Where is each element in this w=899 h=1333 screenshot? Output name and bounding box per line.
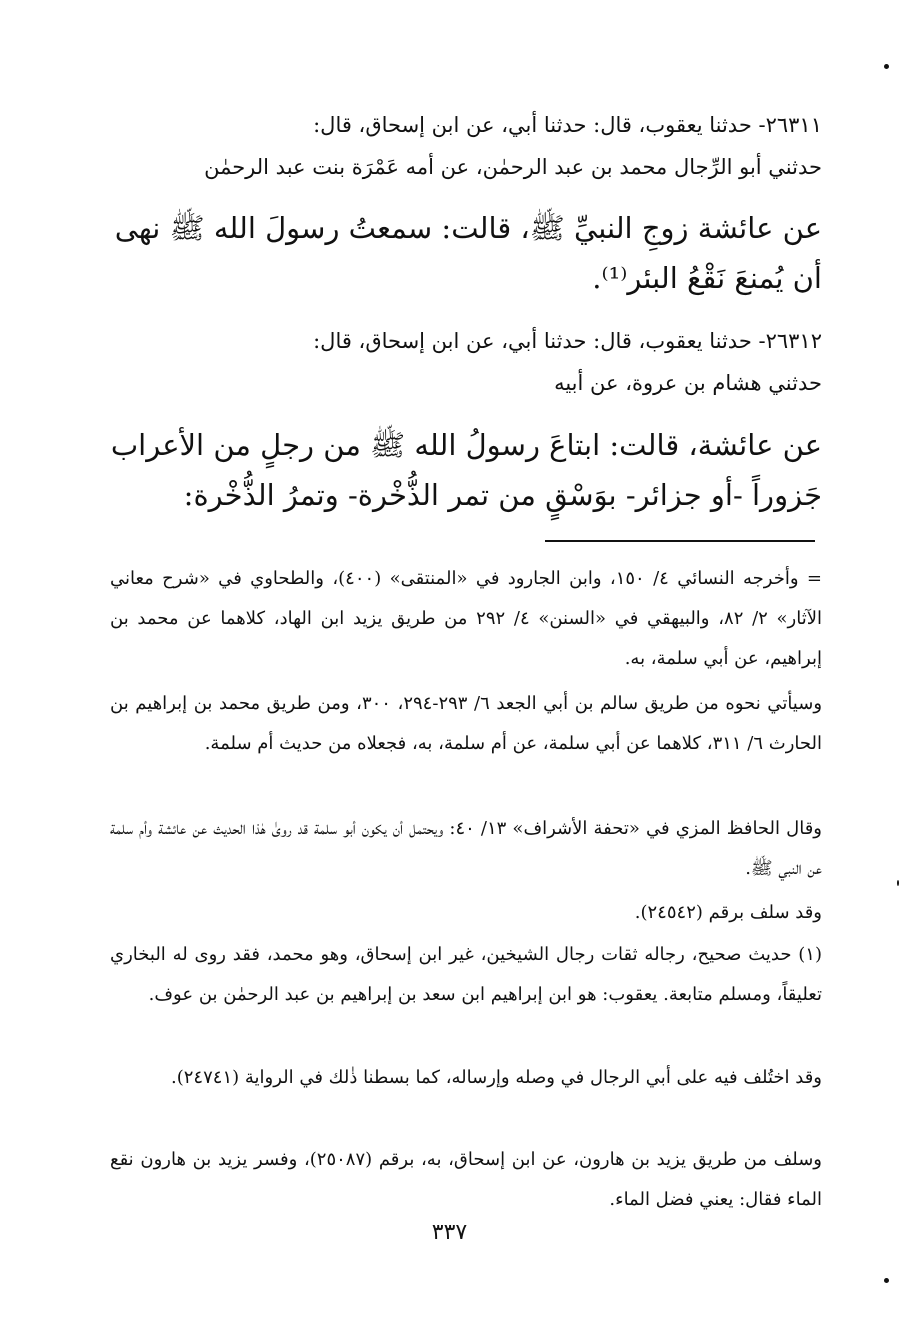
page-number: ٣٣٧ (431, 1220, 468, 1245)
footnote-paragraph: وسيأتي نحوه من طريق سالم بن أبي الجعد ٦/ ٢٩٣-٢٩٤، ٣٠٠، ومن طريق محمد بن إبراهيم بن الحارث ٦/ ٣١١، كلاهما عن أبي سلمة، عن أم سلمة، به، فجعلاه من حديث أم سلمة. (110, 693, 823, 754)
footnote-paragraph: وقد اختُلف فيه على أبي الرجال في وصله وإرساله، كما بسطنا ذٰلك في الرواية (٢٤٧٤١). (171, 1067, 822, 1088)
margin-speck (884, 64, 889, 69)
hadith-26311-isnad-line-1: ٢٦٣١١- حدثنا يعقوب، قال: حدثنا أبي، عن ابن إسحاق، قال: (313, 113, 822, 137)
hadith-26312-isnad-line-2: حدثني هشام بن عروة، عن أبيه (554, 371, 822, 395)
footnote-paragraph: وقال الحافظ المزي في «تحفة الأشراف» ١٣/ ٤٠: ويحتمل أن يكون أبو سلمة قد روىٰ هٰذا الحديث عن عائشة وأم سلمة عن النبي ﷺ. (110, 818, 822, 879)
hadith-26311-matn-line-2: أن يُمنعَ نَقْعُ البئر⁽¹⁾. (592, 261, 822, 295)
footnote-paragraph: وقد سلف برقم (٢٤٥٤٢). (634, 902, 822, 923)
hadith-26311-matn-line-1: عن عائشة زوجِ النبيِّ ﷺ، قالت: سمعتُ رسولَ الله ﷺ نهى (114, 211, 822, 245)
hadith-26312-matn (110, 420, 822, 520)
hadith-26312-matn-line-2: جَزوراً -أو جزائر- بوَسْقٍ من تمر الذُّخْرة- وتمرُ الذُّخْرة: (183, 478, 822, 512)
hadith-26311-matn (110, 203, 822, 303)
footnote-paragraph: وسلف من طريق يزيد بن هارون، عن ابن إسحاق، به، برقم (٢٥٠٨٧)، وفسر يزيد بن هارون نقع الماء فقال: يعني فضل الماء. (110, 1149, 822, 1210)
hadith-26312-isnad-line-1: ٢٦٣١٢- حدثنا يعقوب، قال: حدثنا أبي، عن ابن إسحاق، قال: (313, 329, 822, 353)
margin-speck (884, 1278, 889, 1283)
footnote-paragraph: = وأخرجه النسائي ٤/ ١٥٠، وابن الجارود في «المنتقى» (٤٠٠)، والطحاوي في «شرح معاني الآثار» ٢/ ٨٢، والبيهقي في «السنن» ٤/ ٢٩٢ من طريق يزيد ابن الهاد، كلاهما عن محمد بن إبراهيم، عن أبي سلمة، به. (110, 568, 823, 669)
hadith-26311-isnad-line-2: حدثني أبو الرِّجال محمد بن عبد الرحمٰن، عن أمه عَمْرَة بنت عبد الرحمٰن (204, 155, 822, 179)
hadith-26312-isnad (110, 320, 822, 404)
footnote-separator (545, 540, 815, 542)
hadith-26311-isnad (110, 104, 822, 188)
hadith-26312-matn-line-1: عن عائشة، قالت: ابتاعَ رسولُ الله ﷺ من رجلٍ من الأعراب (110, 428, 822, 462)
footnote-paragraph: (١) حديث صحيح، رجاله ثقات رجال الشيخين، غير ابن إسحاق، وهو محمد، فقد روى له البخاري تعليقاً، ومسلم متابعة. يعقوب: هو ابن إبراهيم ابن سعد بن إبراهيم بن عبد الرحمٰن بن عوف. (110, 944, 822, 1005)
